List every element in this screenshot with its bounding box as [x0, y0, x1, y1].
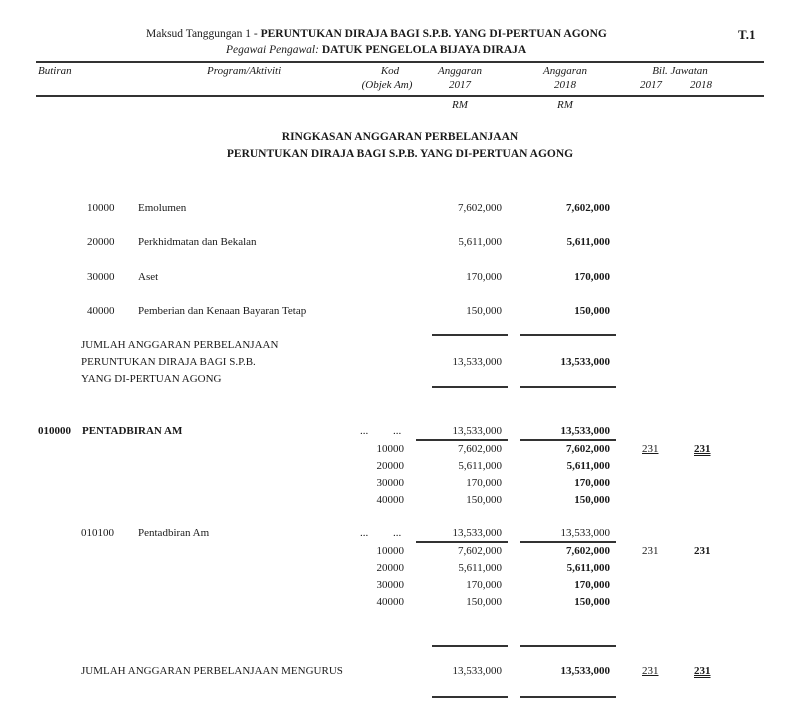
activity-row-kod: 30000 — [376, 579, 404, 591]
program-code: 010000 — [38, 425, 71, 437]
program-row-2018: 170,000 — [574, 477, 610, 489]
summary-total-2017: 13,533,000 — [452, 356, 502, 368]
maksud-prefix: Maksud Tanggungan 1 - — [146, 28, 258, 40]
header-bottom-rule — [36, 95, 764, 97]
program-total-2018: 13,533,000 — [560, 425, 610, 437]
currency-2017: RM — [452, 99, 468, 111]
col-kod: Kod — [380, 65, 400, 77]
summary-item-code: 10000 — [87, 202, 115, 214]
activity-row-2018: 7,602,000 — [566, 545, 610, 557]
col-bil-jawatan: Bil. Jawatan — [652, 65, 708, 77]
program-rule-kod — [416, 439, 508, 441]
pegawai-name: DATUK PENGELOLA BIJAYA DIRAJA — [321, 44, 527, 56]
program-row-2018: 7,602,000 — [566, 443, 610, 455]
activity-total-2017: 13,533,000 — [452, 527, 502, 539]
grand-total-rule-bottom-2017 — [432, 696, 508, 698]
summary-item-code: 40000 — [87, 305, 115, 317]
activity-code: 010100 — [81, 527, 114, 539]
summary-item-label: Aset — [138, 271, 159, 283]
program-row-2018: 150,000 — [574, 494, 610, 506]
grand-total-rule-bottom-2018 — [520, 696, 616, 698]
activity-row-2017: 170,000 — [466, 579, 502, 591]
pegawai-label: Pegawai Pengawal: — [226, 44, 319, 56]
summary-item-2018: 7,602,000 — [566, 202, 610, 214]
col-jawatan-2018: 2018 — [690, 79, 712, 91]
pegawai-line — [226, 44, 526, 56]
program-row-kod: 40000 — [376, 494, 404, 506]
col-butiran: Butiran — [38, 65, 72, 77]
activity-jawatan-2018: 231 — [694, 545, 711, 557]
activity-rule-kod — [416, 541, 508, 543]
summary-title-1: RINGKASAN ANGGARAN PERBELANJAAN — [281, 131, 519, 143]
program-row-kod: 30000 — [376, 477, 404, 489]
col-year-2018: 2018 — [554, 79, 576, 91]
summary-total-label-3: YANG DI-PERTUAN AGONG — [81, 373, 222, 385]
activity-row-2018: 170,000 — [574, 579, 610, 591]
summary-total-label-1: JUMLAH ANGGARAN PERBELANJAAN — [81, 339, 279, 351]
col-anggaran-2018: Anggaran — [543, 65, 587, 77]
program-row-2017: 170,000 — [466, 477, 502, 489]
activity-rule-2018 — [520, 541, 616, 543]
grand-total-jawatan-2017: 231 — [642, 665, 659, 677]
program-row-2017: 7,602,000 — [458, 443, 502, 455]
maksud-line — [146, 28, 607, 40]
activity-dots-1: ... — [360, 527, 369, 539]
program-label: PENTADBIRAN AM — [82, 425, 183, 437]
page-code: T.1 — [738, 27, 756, 42]
activity-jawatan-2017: 231 — [642, 545, 659, 557]
program-rule-2018 — [520, 439, 616, 441]
maksud-title: PERUNTUKAN DIRAJA BAGI S.P.B. YANG DI-PERTUAN AGONG — [260, 28, 607, 40]
summary-item-code: 30000 — [87, 271, 115, 283]
activity-dots-2: ... — [393, 527, 402, 539]
activity-row-2017: 7,602,000 — [458, 545, 502, 557]
program-row-2017: 5,611,000 — [458, 460, 502, 472]
grand-total-rule-top-2017 — [432, 645, 508, 647]
program-row-2018: 5,611,000 — [566, 460, 610, 472]
summary-item-2018: 170,000 — [574, 271, 610, 283]
col-anggaran-2017: Anggaran — [438, 65, 482, 77]
summary-item-label: Pemberian dan Kenaan Bayaran Tetap — [138, 305, 307, 317]
grand-total-2017: 13,533,000 — [452, 665, 502, 677]
summary-total-rule-top-2017 — [432, 334, 508, 336]
summary-total-label-2: PERUNTUKAN DIRAJA BAGI S.P.B. — [81, 356, 256, 368]
summary-total-rule-top-2018 — [520, 334, 616, 336]
activity-row-kod: 40000 — [376, 596, 404, 608]
summary-item-code: 20000 — [87, 236, 115, 248]
summary-total-2018: 13,533,000 — [560, 356, 610, 368]
program-jawatan-2018: 231 — [694, 443, 711, 455]
summary-item-2017: 170,000 — [466, 271, 502, 283]
summary-item-2017: 5,611,000 — [458, 236, 502, 248]
summary-item-2018: 5,611,000 — [566, 236, 610, 248]
program-dots-1: ... — [360, 425, 369, 437]
grand-total-rule-top-2018 — [520, 645, 616, 647]
col-program: Program/Aktiviti — [207, 65, 282, 77]
summary-item-2017: 150,000 — [466, 305, 502, 317]
program-jawatan-2017: 231 — [642, 443, 659, 455]
program-row-2017: 150,000 — [466, 494, 502, 506]
activity-label: Pentadbiran Am — [138, 527, 210, 539]
summary-total-rule-bottom-2017 — [432, 386, 508, 388]
activity-total-2018: 13,533,000 — [560, 527, 610, 539]
col-jawatan-2017: 2017 — [640, 79, 662, 91]
summary-title-2: PERUNTUKAN DIRAJA BAGI S.P.B. YANG DI-PERTUAN AGONG — [226, 148, 574, 160]
activity-row-kod: 10000 — [376, 545, 404, 557]
grand-total-label: JUMLAH ANGGARAN PERBELANJAAN MENGURUS — [81, 665, 343, 677]
activity-row-kod: 20000 — [376, 562, 404, 574]
header-top-rule — [36, 61, 764, 63]
summary-item-label: Emolumen — [138, 202, 187, 214]
program-row-kod: 20000 — [376, 460, 404, 472]
summary-total-rule-bottom-2018 — [520, 386, 616, 388]
currency-2018: RM — [557, 99, 573, 111]
col-year-2017: 2017 — [449, 79, 471, 91]
summary-item-2018: 150,000 — [574, 305, 610, 317]
summary-item-label: Perkhidmatan dan Bekalan — [138, 236, 257, 248]
program-row-kod: 10000 — [376, 443, 404, 455]
activity-row-2018: 150,000 — [574, 596, 610, 608]
program-total-2017: 13,533,000 — [452, 425, 502, 437]
activity-row-2017: 150,000 — [466, 596, 502, 608]
grand-total-jawatan-2018: 231 — [694, 665, 711, 677]
grand-total-2018: 13,533,000 — [560, 665, 610, 677]
program-dots-2: ... — [393, 425, 402, 437]
col-objek-am: (Objek Am) — [361, 79, 413, 91]
activity-row-2018: 5,611,000 — [566, 562, 610, 574]
summary-item-2017: 7,602,000 — [458, 202, 502, 214]
activity-row-2017: 5,611,000 — [458, 562, 502, 574]
